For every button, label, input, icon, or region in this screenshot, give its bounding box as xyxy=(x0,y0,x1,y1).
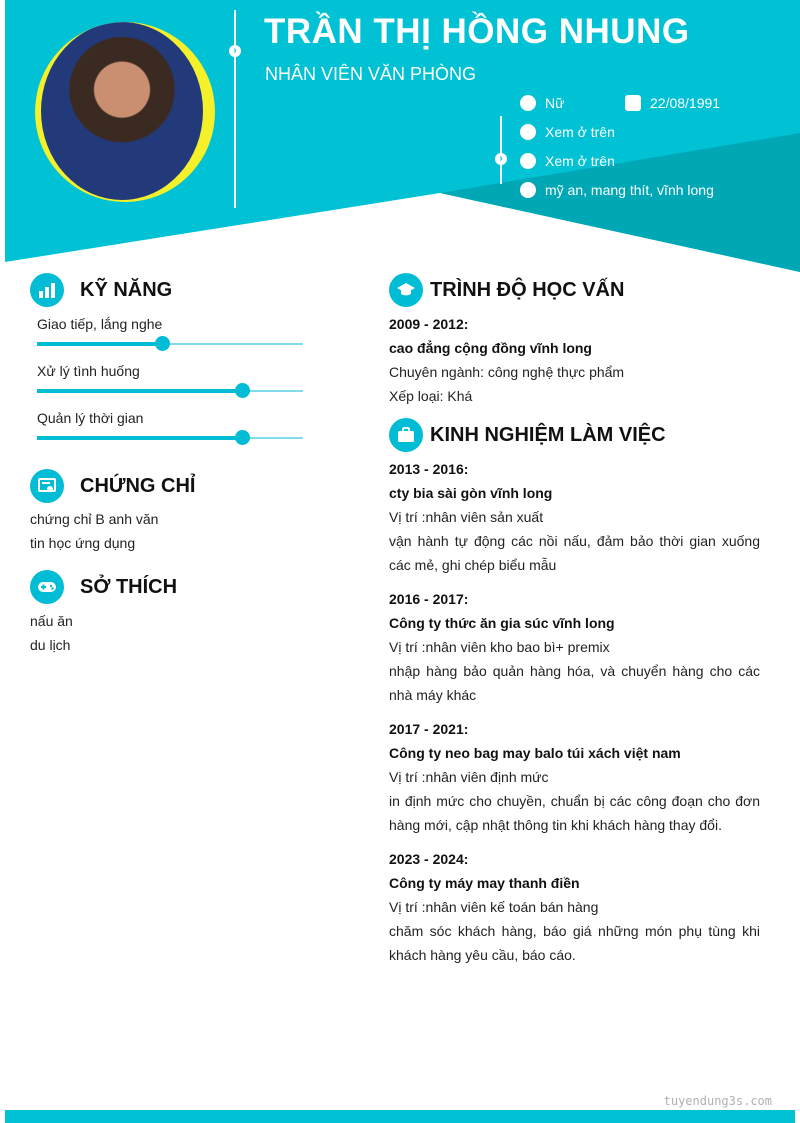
job-description: nhập hàng bảo quản hàng hóa, và chuyển hàng cho các nhà máy khác xyxy=(389,663,760,703)
certificates-heading: CHỨNG CHỈ xyxy=(80,475,196,497)
contact-divider xyxy=(500,116,502,184)
skill-bar xyxy=(37,437,303,439)
phone-value: Xem ở trên xyxy=(545,124,615,140)
education-heading: TRÌNH ĐỘ HỌC VẤN xyxy=(430,279,625,301)
skill-label: Giao tiếp, lắng nghe xyxy=(37,316,163,332)
education-period: 2009 - 2012: xyxy=(389,316,469,332)
skill-bar-fill xyxy=(37,342,162,346)
email-value: Xem ở trên xyxy=(545,153,615,169)
job-period: 2013 - 2016: xyxy=(389,461,469,477)
job-description: vận hành tự động các nồi nấu, đảm bảo thời gian xuống các mẻ, ghi chép biểu mẫu xyxy=(389,533,760,573)
job-company: Công ty thức ăn gia súc vĩnh long xyxy=(389,615,615,631)
home-icon xyxy=(520,182,536,198)
watermark: tuyendung3s.com xyxy=(663,1094,772,1108)
job-description: chăm sóc khách hàng, báo giá những món phụ tùng khi khách hàng yêu cầu, báo cáo. xyxy=(389,923,760,963)
gender-icon xyxy=(520,95,536,111)
address-value: mỹ an, mang thít, vĩnh long xyxy=(545,182,714,198)
skill-bar-fill xyxy=(37,436,242,440)
job-company: cty bia sài gòn vĩnh long xyxy=(389,485,553,501)
skills-heading: KỸ NĂNG xyxy=(80,279,173,301)
gender-value: Nữ xyxy=(545,95,565,111)
calendar-icon xyxy=(625,95,641,111)
chevron-right-icon: › xyxy=(229,45,241,57)
gamepad-icon xyxy=(30,570,64,604)
job-period: 2023 - 2024: xyxy=(389,851,469,867)
job-position: Vị trí :nhân viên định mức xyxy=(389,769,549,785)
job-company: Công ty neo bag may balo túi xách việt nam xyxy=(389,745,681,761)
job-position: Vị trí :nhân viên sản xuất xyxy=(389,509,544,525)
email-icon xyxy=(520,153,536,169)
job-period: 2016 - 2017: xyxy=(389,591,469,607)
job-position: Vị trí :nhân viên kho bao bì+ premix xyxy=(389,639,610,655)
briefcase-icon xyxy=(389,418,423,452)
chevron-right-icon: › xyxy=(495,153,507,165)
hobby-item: nấu ăn xyxy=(30,613,73,629)
phone-icon xyxy=(520,124,536,140)
education-major: Chuyên ngành: công nghệ thực phẩm xyxy=(389,364,625,380)
job-company: Công ty máy may thanh điền xyxy=(389,875,580,891)
job-title: NHÂN VIÊN VĂN PHÒNG xyxy=(265,64,477,84)
job-period: 2017 - 2021: xyxy=(389,721,469,737)
birthday-value: 22/08/1991 xyxy=(650,95,721,111)
job-description: in định mức cho chuyền, chuẩn bị các công đoạn cho đơn hàng mới, cập nhật thông tin khi khách hàng thay đổi. xyxy=(389,793,760,833)
skill-bar-knob xyxy=(235,430,250,445)
certificate-item: chứng chỉ B anh văn xyxy=(30,511,159,527)
header-divider xyxy=(234,10,236,208)
education-school: cao đẳng cộng đồng vĩnh long xyxy=(389,340,592,356)
profile-photo-frame xyxy=(35,22,215,202)
certificate-item: tin học ứng dụng xyxy=(30,535,136,551)
skill-bar xyxy=(37,390,303,392)
skill-label: Quản lý thời gian xyxy=(37,410,144,426)
skill-bar-knob xyxy=(235,383,250,398)
job-position: Vị trí :nhân viên kế toán bán hàng xyxy=(389,899,599,915)
footer-bar xyxy=(5,1110,795,1123)
hobby-item: du lịch xyxy=(30,637,71,653)
skill-bar-fill xyxy=(37,389,242,393)
skill-bar-knob xyxy=(155,336,170,351)
graduation-cap-icon xyxy=(389,273,423,307)
skill-label: Xử lý tình huống xyxy=(37,363,140,379)
skill-bar xyxy=(37,343,303,345)
hobbies-heading: SỞ THÍCH xyxy=(80,576,178,598)
bar-chart-icon xyxy=(30,273,64,307)
experience-heading: KINH NGHIỆM LÀM VIỆC xyxy=(430,424,666,446)
education-grade: Xếp loại: Khá xyxy=(389,388,473,404)
avatar xyxy=(41,22,203,200)
certificate-icon xyxy=(30,469,64,503)
candidate-name: TRẦN THỊ HỒNG NHUNG xyxy=(264,12,690,51)
